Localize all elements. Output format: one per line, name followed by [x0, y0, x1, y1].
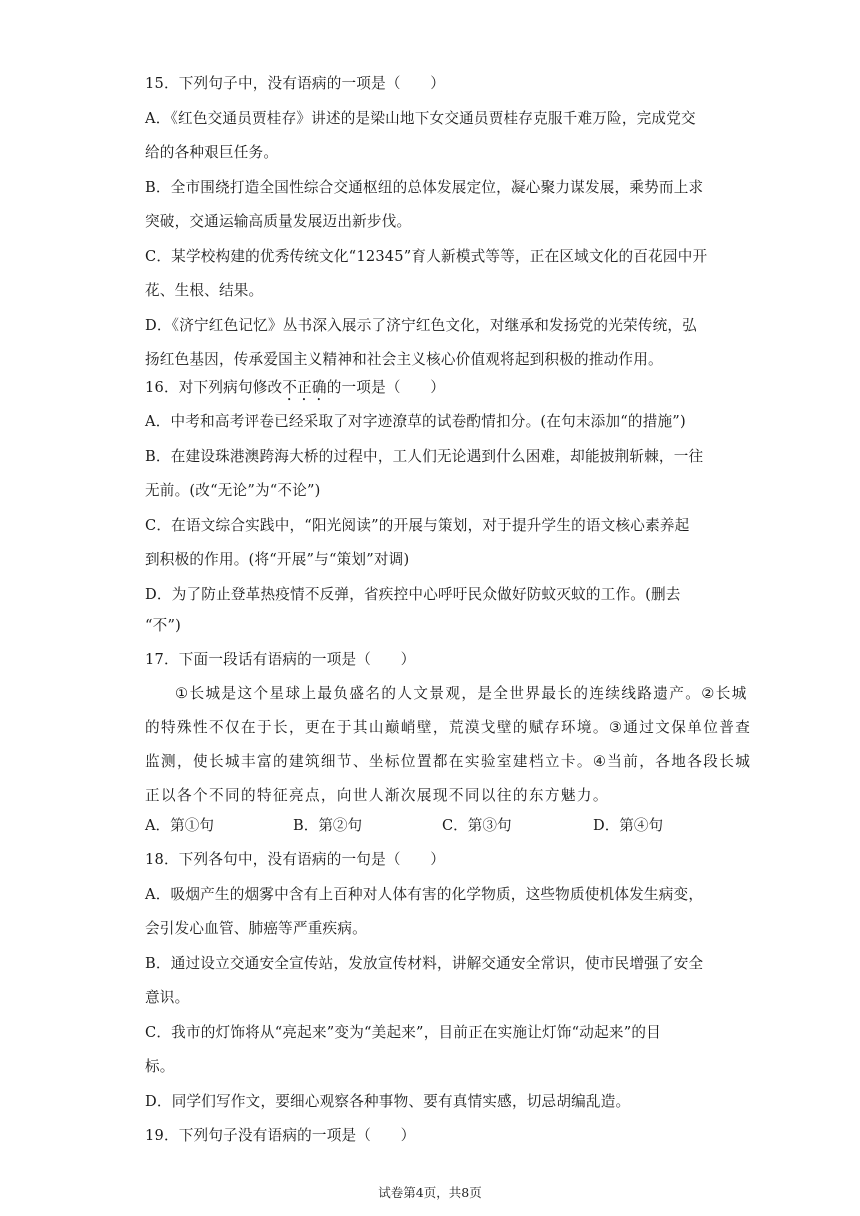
- q17-option-d: D．第④句: [593, 817, 664, 834]
- q18-option-c-line2: 标。: [145, 1058, 175, 1075]
- q15-option-d-line2: 扬红色基因，传承爱国主义精神和社会主义核心价值观将起到积极的推动作用。: [145, 351, 663, 368]
- page-footer: 试卷第4页，共8页: [378, 1185, 482, 1200]
- q17-passage-line4: 正以各个不同的特征亮点，向世人渐次展现不同以往的东方魅力。: [145, 787, 609, 804]
- q15-option-b-line2: 突破，交通运输高质量发展迈出新步伐。: [145, 213, 412, 230]
- q19-stem: 19．下列句子没有语病的一项是（ ）: [145, 1127, 416, 1144]
- q18-option-a-line2: 会引发心血管、肺癌等严重疾病。: [145, 920, 367, 937]
- q17-option-a: A．第①句: [145, 817, 214, 834]
- q18-stem: 18．下列各句中，没有语病的一句是（ ）: [145, 851, 446, 868]
- q17-passage-line2: 的特殊性不仅在于长，更在于其山巅峭壁，荒漠戈壁的赋存环境。③通过文保单位普查: [145, 719, 752, 736]
- q18-option-d-line1: D．同学们写作文，要细心观察各种事物、要有真情实感，切忌胡编乱造。: [145, 1093, 631, 1110]
- q16-stem-prefix: 16．对下列病句修改: [145, 379, 283, 396]
- q16-stem: [145, 378, 725, 404]
- q16-option-d-line1: D．为了防止登革热疫情不反弹，省疾控中心呼吁民众做好防蚊灭蚊的工作。(删去: [145, 586, 681, 603]
- q15-option-d-line1: D．《济宁红色记忆》丛书深入展示了济宁红色文化，对继承和发扬党的光荣传统，弘: [145, 317, 697, 334]
- q17-option-c: C．第③句: [442, 817, 512, 834]
- q15-option-a-line2: 给的各种艰巨任务。: [145, 144, 279, 161]
- q16-option-d-line2: “不”): [145, 617, 182, 634]
- q17-options: [145, 816, 725, 836]
- q15-option-a-line1: A．《红色交通员贾桂存》讲述的是梁山地下女交通员贾桂存克服千难万险，完成党交: [145, 110, 696, 127]
- q17-passage-line1: ①长城是这个星球上最负盛名的人文景观，是全世界最长的连续线路遗产。②长城: [175, 685, 748, 702]
- q16-option-c-line2: 到积极的作用。(将“开展”与“策划”对调): [145, 551, 410, 568]
- q15-stem: 15．下列句子中，没有语病的一项是（ ）: [145, 75, 446, 92]
- q15-option-b-line1: B．全市围绕打造全国性综合交通枢纽的总体发展定位，凝心聚力谋发展，乘势而上求: [145, 179, 704, 196]
- q16-option-a-line1: A．中考和高考评卷已经采取了对字迹潦草的试卷酌情扣分。(在句末添加“的措施”): [145, 413, 686, 430]
- q18-option-c-line1: C．我市的灯饰将从“亮起来”变为“美起来”，目前正在实施让灯饰“动起来”的目: [145, 1024, 661, 1041]
- q18-option-b-line2: 意识。: [145, 989, 190, 1006]
- q16-option-b-line2: 无前。(改“无论”为“不论”): [145, 482, 321, 499]
- q18-option-a-line1: A．吸烟产生的烟雾中含有上百种对人体有害的化学物质，这些物质使机体发生病变，: [145, 886, 704, 903]
- q16-option-c-line1: C．在语文综合实践中，“阳光阅读”的开展与策划，对于提升学生的语文核心素养起: [145, 517, 690, 534]
- q17-option-b: B．第②句: [293, 817, 363, 834]
- q16-stem-emphasis: 不正确: [282, 379, 327, 396]
- q15-option-c-line1: C．某学校构建的优秀传统文化“12345”育人新模式等等，正在区域文化的百花园中开: [145, 248, 708, 265]
- q16-stem-suffix: 的一项是（ ）: [326, 379, 446, 396]
- q18-option-b-line1: B．通过设立交通安全宣传站，发放宣传材料，讲解交通安全常识，使市民增强了安全: [145, 955, 704, 972]
- q15-option-c-line2: 花、生根、结果。: [145, 282, 264, 299]
- q17-passage-line3: 监测，使长城丰富的建筑细节、坐标位置都在实验室建档立卡。④当前，各地各段长城: [145, 753, 752, 770]
- q16-option-b-line1: B．在建设珠港澳跨海大桥的过程中，工人们无论遇到什么困难，却能披荆斩棘，一往: [145, 448, 704, 465]
- q17-stem: 17．下面一段话有语病的一项是（ ）: [145, 651, 416, 668]
